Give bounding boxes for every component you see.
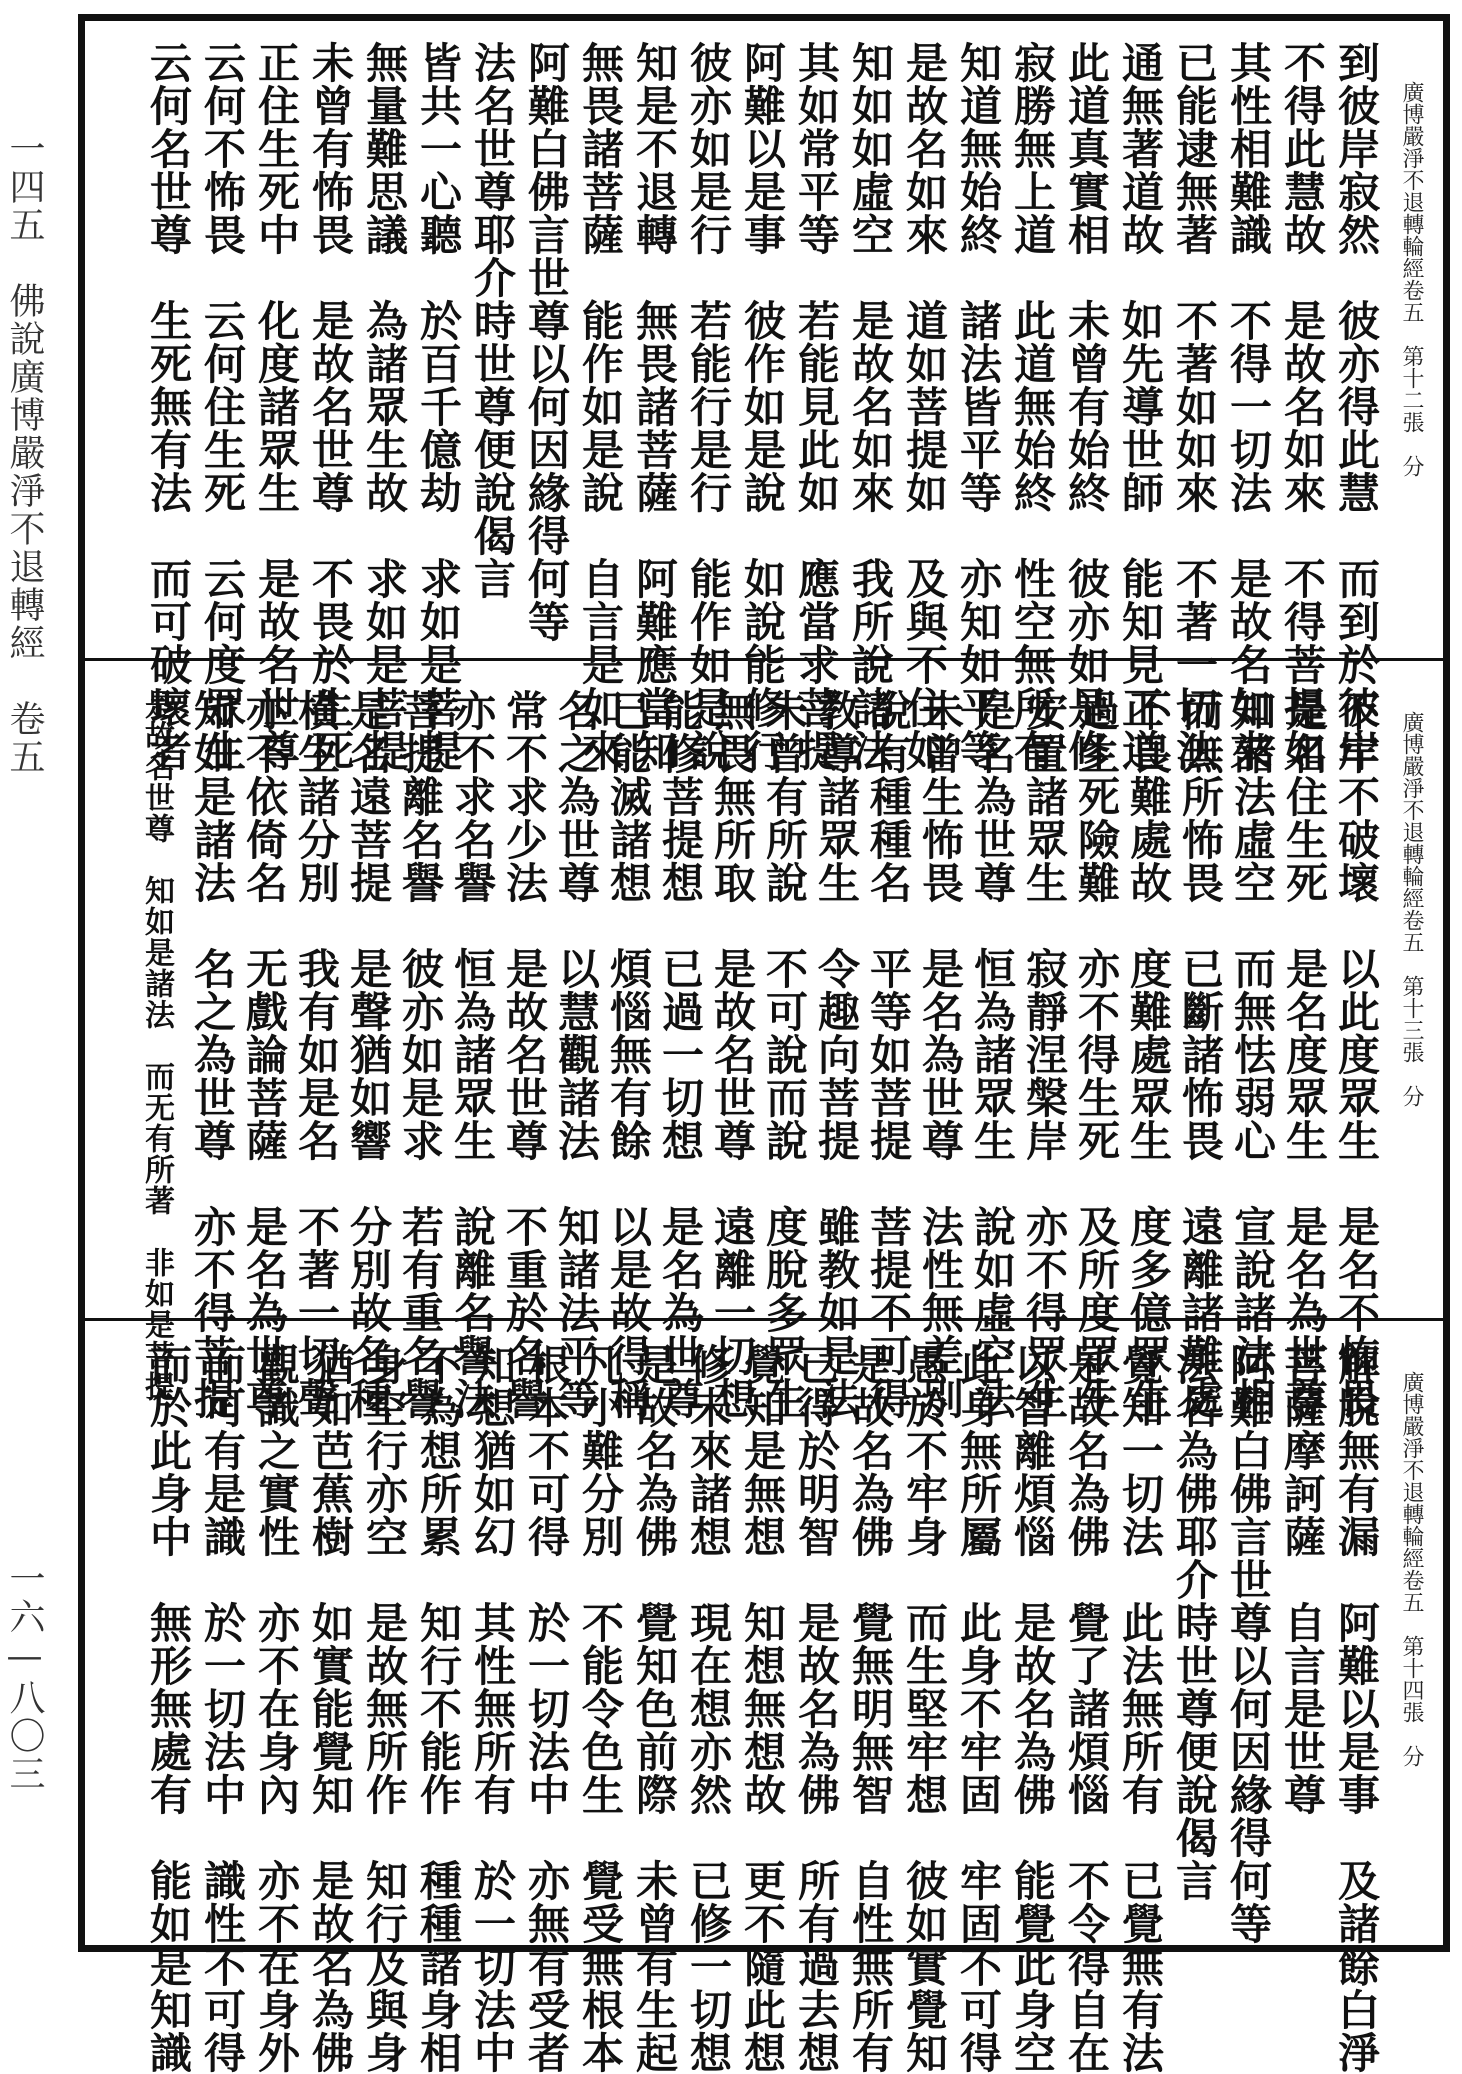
text-column: 到彼岸寂然 彼亦得此慧 而到於彼岸 (1332, 41, 1381, 772)
text-column: 是故名如來 道如菩提如 及與不住如 (900, 41, 949, 772)
text-column: 阿難以是事 彼作如是說 如說能修行 (738, 41, 787, 772)
text-column: 知諸法虛空 而無怯弱心 宣說諸法相 (1228, 689, 1277, 1420)
text-column: 阿難白佛言世尊以何因緣得何等 (1224, 1343, 1273, 1945)
margin-sutra-title: 一四五 佛說廣博嚴淨不退轉經 卷五 (4, 130, 45, 776)
text-column: 能修菩提想 已過一切想 是名為世尊 (656, 689, 705, 1420)
text-column: 阿難白佛言世尊以何因緣得何等 (522, 41, 571, 643)
text-column: 以智離煩惱 是故名為佛 能覺此身空 (1008, 1343, 1057, 2074)
text-column: 是名為世尊 恒為諸眾生 說如虛空法 (968, 689, 1017, 1420)
text-column: 知想猶如幻 其性無所有 於一切法中 (468, 1343, 517, 2074)
text-column: 已能滅諸想 煩惱無有餘 以是故得稱 (604, 689, 653, 1420)
text-column: 而可有是識 於一切法中 識性不可得 (198, 1343, 247, 2074)
text-column: 修未來諸想 現在想亦然 已修一切想 (684, 1343, 733, 2074)
panel-1 (85, 21, 1443, 772)
text-column: 亦不求名譽 恒為諸眾生 說離名譽法 (448, 689, 497, 1420)
text-column: 是故名為佛 覺了諸煩惱 不令得自在 (1062, 1343, 1111, 2074)
panel-3 (85, 1321, 1443, 2074)
margin-page-number: 一六—八〇三 (4, 1560, 45, 1793)
text-column: 是故名為佛 覺知色前際 未曾有生起 (630, 1343, 679, 2074)
panel-2 (85, 661, 1443, 1420)
text-column: 知如是諸法 名之為世尊 亦不得菩提 (188, 689, 237, 1420)
text-column: 是名遠菩提 是聲猶如響 分別故名種 (344, 689, 393, 1420)
jiaofu-note-2: 廣博嚴淨不退轉輪經卷五 第十三張 分 (1399, 711, 1424, 1107)
text-column: 此道真實相 未曾有始終 彼亦如是修 (1062, 41, 1111, 772)
text-column: 其如常平等 若能見此如 應當求菩提 (792, 41, 841, 772)
text-column: 說有種種名 平等如菩提 菩提不可得 (864, 689, 913, 1420)
text-column: 教導諸眾生 令趣向菩提 雖教如是法 (812, 689, 861, 1420)
text-column: 猶如芭蕉樹 如實能覺知 是故名為佛 (306, 1343, 355, 2074)
text-column: 彼亦如是行 若能行是行 能作如是說 (684, 41, 733, 772)
text-column: 法名世尊耶介時世尊便說偈言 (468, 41, 517, 600)
text-column: 正住生死中 化度諸眾生 是故名世尊 (252, 41, 301, 772)
text-column: 名之為世尊 以慧觀諸法 知諸法平等 (552, 689, 601, 1420)
text-column: 橫生諸分別 我有如是名 不著一切聲 (292, 689, 341, 1420)
text-column: 通無著道故 如先導世師 能知見正道 (1116, 41, 1165, 772)
text-column: 不為想所累 知行不能作 種種諸身相 (414, 1343, 463, 2074)
page-frame (78, 14, 1450, 2074)
text-column: 寂勝無上道 此道無始終 性空無所有 (1008, 41, 1057, 772)
text-column: 云何名世尊 生死無有法 而可破壞者 (144, 41, 193, 772)
text-column: 菩提離名譽 彼亦如是求 若有重名譽 (396, 689, 445, 1420)
text-column: 知道無始終 諸法皆平等 亦知如平等 (954, 41, 1003, 772)
text-column: 已得於明智 是故名為佛 所有過去想 (792, 1343, 841, 2074)
text-column: 無畏無所取 是故名世尊 遠離一切想 (708, 689, 757, 1420)
text-column: 常不求少法 是故名世尊 不重於名譽 (500, 689, 549, 1420)
text-column: 而於此身中 無形無處有 能如是知識 (144, 1343, 193, 2074)
text-column: 知如如虛空 是故名如來 我所說諸法 (846, 41, 895, 772)
text-column: 安置諸眾生 寂靜涅槃岸 亦不得眾生 (1020, 689, 1069, 1420)
text-column: 身空行亦空 是故無所作 知行及與身 (360, 1343, 409, 2074)
text-column: 解脫無有漏 阿難以是事 及諸餘白淨 (1332, 1343, 1381, 2074)
text-column: 未曾有所說 不可說而說 度脫多眾生 (760, 689, 809, 1420)
text-column: 知是不退轉 無畏諸菩薩 阿難應當知 (630, 41, 679, 772)
jiaofu-note-1: 廣博嚴淨不退轉輪經卷五 第十二張 分 (1399, 81, 1424, 477)
text-column: 未曾有怖畏 是故名世尊 不畏於生死 (306, 41, 355, 772)
text-column: 是故名世尊 知如是諸法 而无有所著 非如是菩提 (139, 689, 174, 1402)
text-column: 是故名為佛 覺無明無智 自性無所有 (846, 1343, 895, 2074)
jiaofu-note-3: 廣博嚴淨不退轉輪經卷五 第十四張 分 (1399, 1371, 1424, 1767)
text-column: 未曾生怖畏 是名為世尊 法性無差別 (916, 689, 965, 1420)
text-column: 不畏難處故 度難處眾生 度多億眾生 (1124, 689, 1173, 1420)
text-column: 無量難思議 為諸眾生故 求如是菩提 (360, 41, 409, 772)
text-column: 是名住生死 是名度眾生 是名為世尊 (1280, 689, 1329, 1420)
text-column: 過生死險難 亦不得生死 及所度眾生 (1072, 689, 1121, 1420)
text-column: 而無所怖畏 已斷諸怖畏 遠離諸難處 (1176, 689, 1225, 1420)
text-column: 皆共一心聽 於百千億劫 求如是菩提 (414, 41, 463, 772)
text-column: 云何不怖畏 云何住生死 云何度眾生 (198, 41, 247, 772)
text-column: 不牢不破壞 以此度眾生 是名不怖畏 (1332, 689, 1381, 1420)
text-column: 根本不可得 於一切法中 亦無有受者 (522, 1343, 571, 2074)
text-column: 此身無所屬 此身不牢固 牢固不可得 (954, 1343, 1003, 2074)
text-column: 法名為佛耶介時世尊便說偈言 (1170, 1343, 1219, 1902)
text-column: 亦不依倚名 无戲論菩薩 是名為世尊 (240, 689, 289, 1420)
text-column: 凡小難分別 不能令色生 覺受無根本 (576, 1343, 625, 2074)
text-column: 覺知是無想 知想無想故 更不隨此想 (738, 1343, 787, 2074)
text-column: 愚於不牢身 而生堅牢想 彼如實覺知 (900, 1343, 949, 2074)
text-column: 無畏諸菩薩 能作如是說 自言是如來 (576, 41, 625, 772)
text-column: 覺知一切法 此法無所有 已覺無有法 (1116, 1343, 1165, 2074)
text-column: 菩薩摩訶薩 自言是世尊 (1278, 1343, 1327, 1816)
text-column: 不得此慧故 是故名如來 不得菩提如 (1278, 41, 1327, 772)
text-column: 其性相難識 不得一切法 是故名如來 (1224, 41, 1273, 772)
text-column: 已能逮無著 不著如如來 不著一切法 (1170, 41, 1219, 772)
text-column: 觀識之實性 亦不在身內 亦不在身外 (252, 1343, 301, 2074)
